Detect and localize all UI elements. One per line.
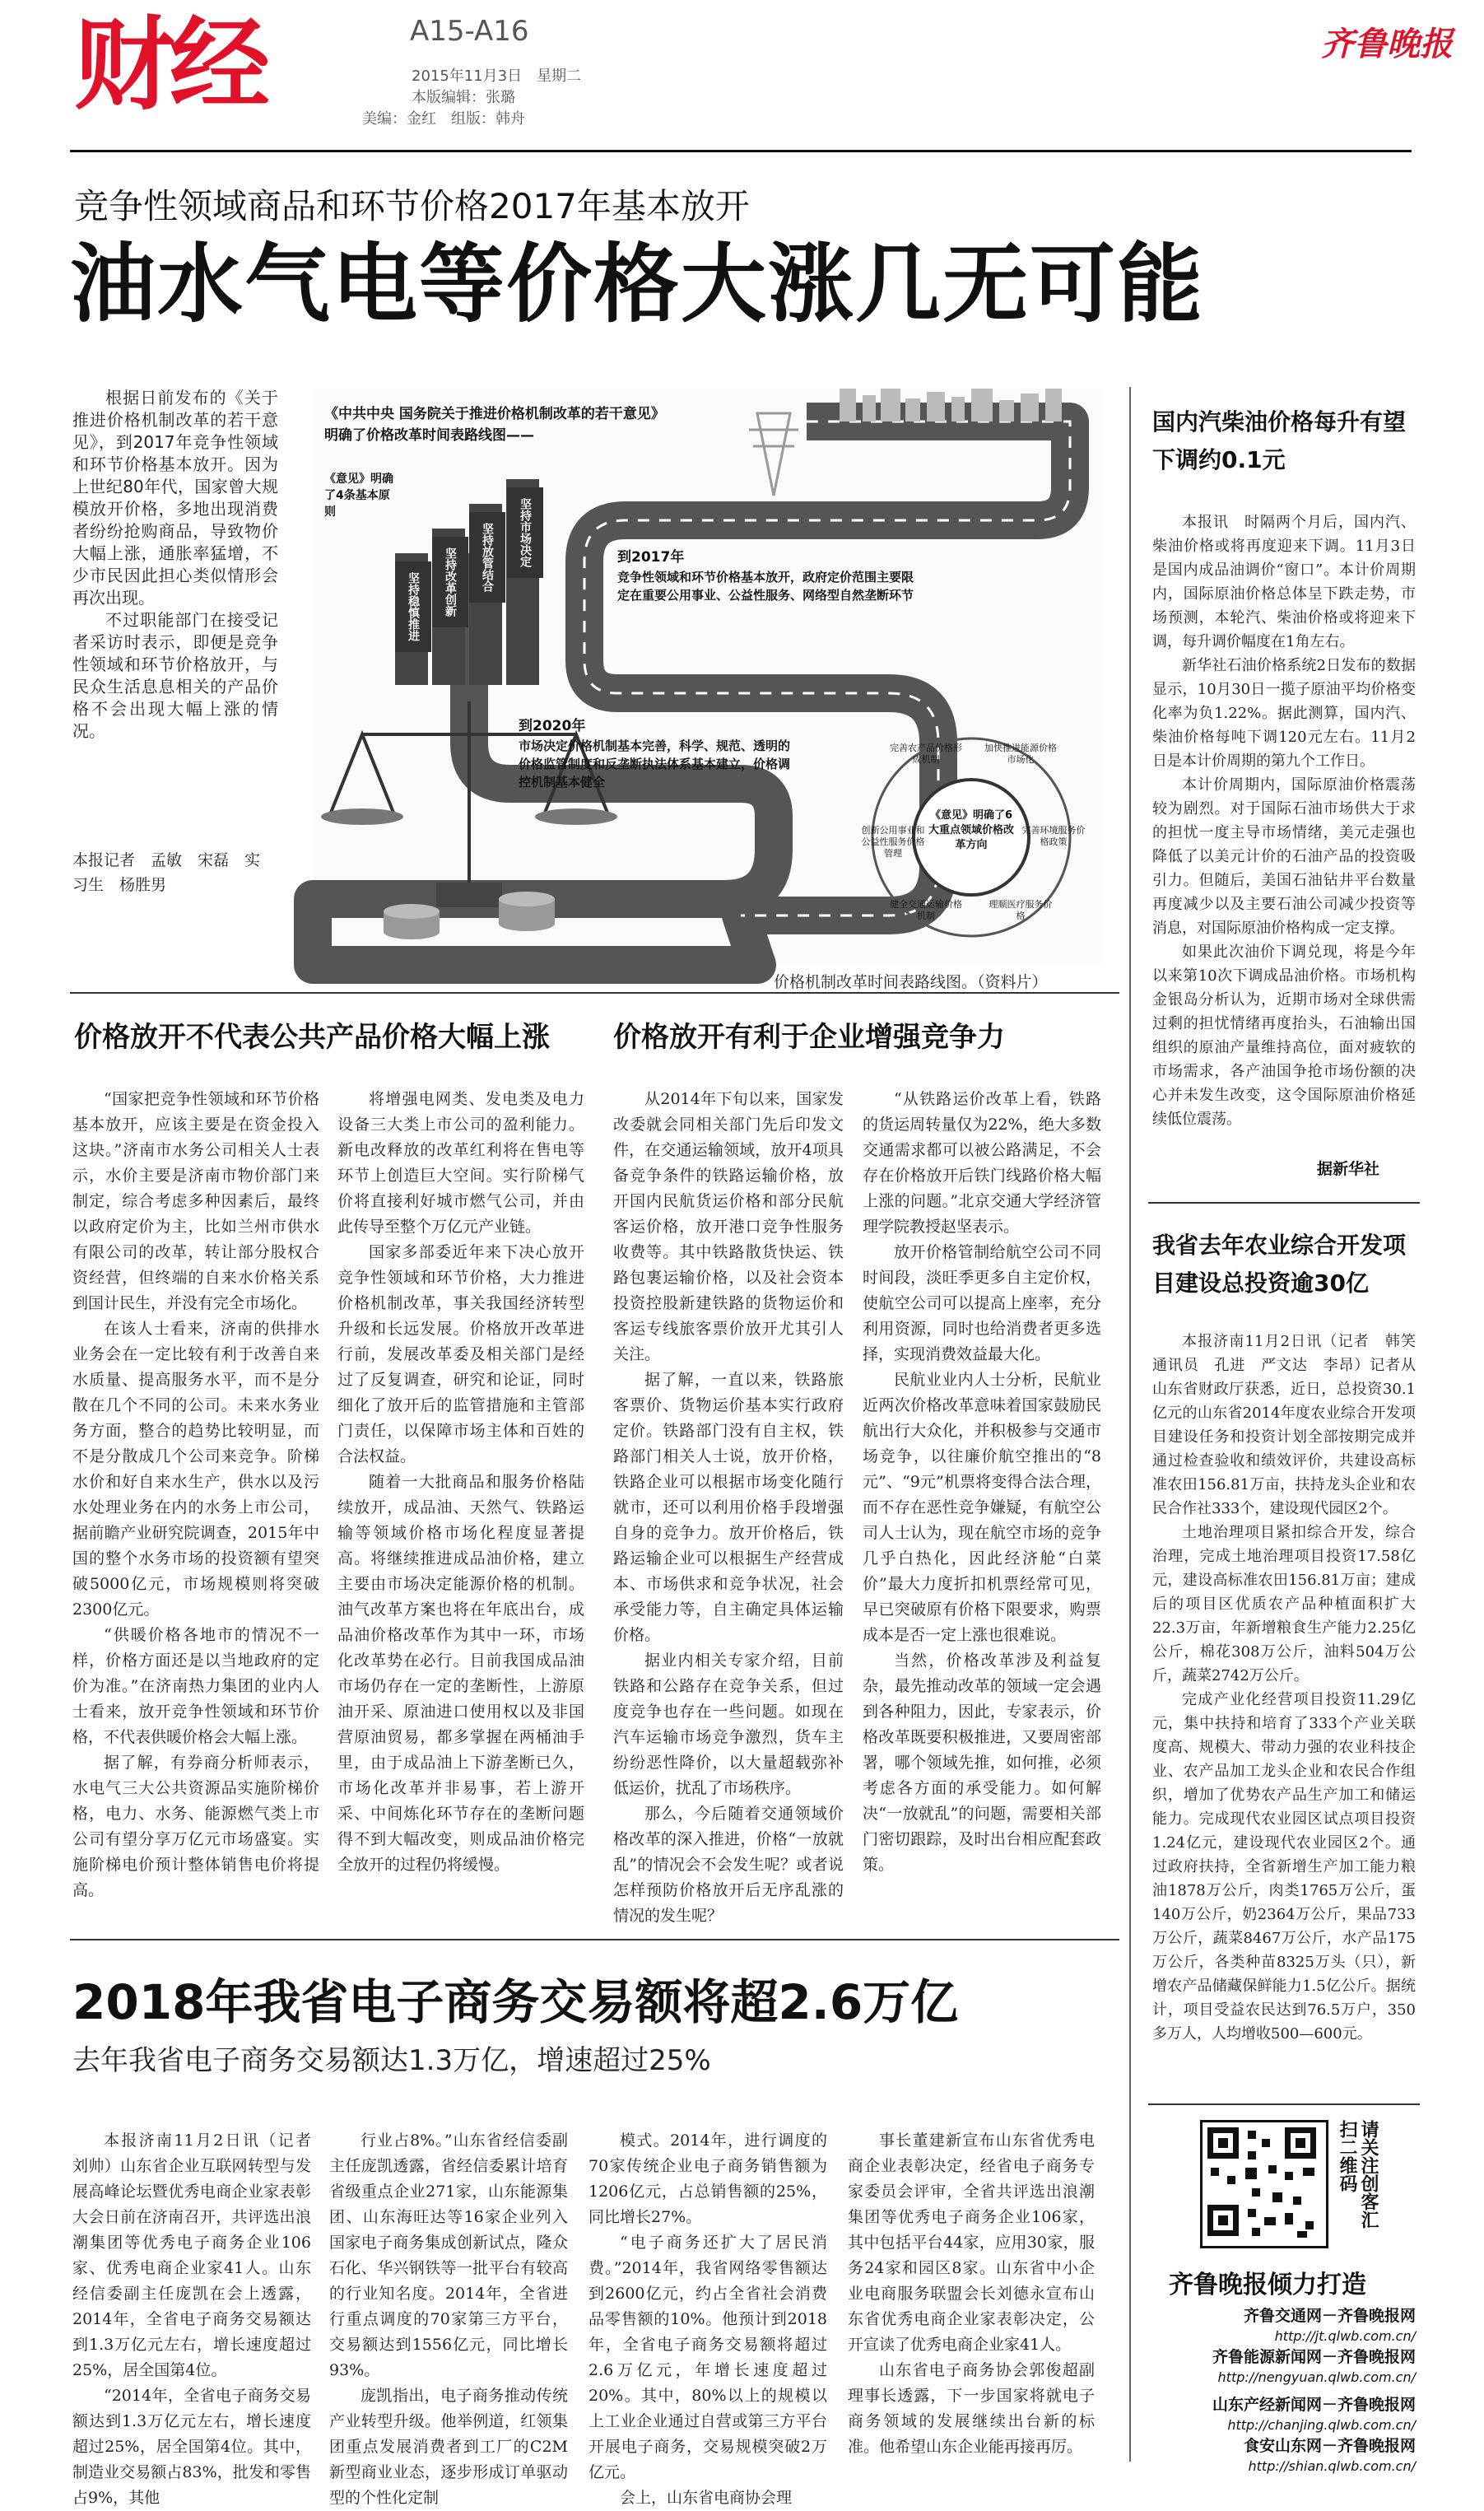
article1-top-rule bbox=[70, 992, 1119, 994]
body-paragraph: 从2014年下旬以来，国家发改委就会同相关部门先后印发文件，在交通运输领域，放开4项具备竞争条件的铁路运输价格，放开国内民航货运价格和部分民航客运价格，放开港口竞争性服务收费等。其中铁路散货快运、铁路包裹运输价格，以及社会资本投资控股新建铁路的货物运价和客运专线旅客票价放开尤其引人关注。 bbox=[613, 1090, 844, 1363]
body-paragraph: 庞凯指出，电子商务推动传统产业转型升级。他举例道，红领集团重点发展消费者到工厂的C2M新型商业业态，逐步形成订单驱动型的个性化定制 bbox=[329, 2387, 568, 2507]
article1-column-2 bbox=[337, 1087, 584, 1910]
road-graphic bbox=[313, 389, 1103, 965]
article2-column-1 bbox=[72, 2128, 328, 2507]
body-paragraph: 本计价周期内，国际原油价格震荡较为剧烈。对于国际石油市场供大于求的担忧一度主导市场情绪，美元走强也降低了以美元计价的石油产品的投资吸引力。但随后，美国石油钻井平台数量再度减少以及主要石油公司减少投资等消息，对国际原油价格构成一定支撑。 bbox=[1152, 776, 1416, 937]
promo-site-url[interactable]: http://nengyuan.qlwb.com.cn/ bbox=[1217, 2369, 1416, 2385]
body-paragraph: 民航业业内人士分析，民航业近两次价格改革意味着国家鼓励民航出行大众化，并积极参与交通市场竞争，以往廉价航空推出的“8元”、“9元”机票将变得合法合理，而不存在恶性竞争嫌疑，有航空公司人士认为，现在航空市场的竞争几乎白热化，因此经济舱“白菜价”最大力度折扣机票经常可见，早已突破原有价格下限要求，购票成本是否一定上涨也很难说。 bbox=[863, 1371, 1101, 1644]
article2-headline: 2018年我省电子商务交易额将超2.6万亿 bbox=[72, 1974, 959, 2030]
promo-site-url[interactable]: http://jt.qlwb.com.cn/ bbox=[1274, 2328, 1416, 2344]
body-paragraph: “2014年，全省电子商务交易额达到1.3万亿元左右，增长速度超过25%，居全国第4位。其中，制造业交易额占83%，批发和零售占9%，其他 bbox=[72, 2387, 311, 2507]
body-paragraph: “电子商务还扩大了居民消费。”2014年，我省网络零售额达到2600亿元，约占全省社会消费品零售额的10%。他预计到2018年，全省电子商务交易额将超过2.6万亿元，年增长速度超过20%。其中，80%以上的规模以上工业企业通过自营或第三方平台开展电子商务，交易规模突破2万亿元。 bbox=[588, 2234, 827, 2481]
paper-logo: 齐鲁晚报 bbox=[1321, 25, 1453, 63]
qr-pattern bbox=[1203, 2122, 1326, 2246]
body-paragraph: 模式。2014年，进行调度的70家传统企业电子商务销售额为1206亿元，占总销售额的25%，同比增长27%。 bbox=[588, 2131, 827, 2226]
milestone-2020-text: 市场决定价格机制基本完善，科学、规范、透明的价格监管制度和反垄断执法体系基本建立，价格调控机制基本健全 bbox=[519, 738, 791, 790]
infographic-title: 《中共中央 国务院关于推进价格机制改革的若干意见》明确了价格改革时间表路线图—— bbox=[324, 406, 665, 444]
page-range: A15-A16 bbox=[410, 15, 529, 48]
lead-intro-paragraph: 根据日前发布的《关于推进价格机制改革的若干意见》，到2017年竞争性领域和环节价格基本放开。因为上世纪80年代，国家曾大规模放开价格，多地出现消费者纷纷抢购商品，导致物价大幅上涨，通胀率猛增，不少市民因此担心类似情形会再次出现。 bbox=[72, 388, 278, 608]
body-paragraph: 完成产业化经营项目投资11.29亿元，集中扶持和培育了333个产业关联度高、规模大、带动力强的农业科技企业、农产品加工龙头企业和农民合作组织，增加了优势农产品生产加工和储运能力。完成现代农业园区试点项目投资1.24亿元，建设现代农业园区2个。通过政府扶持，全省新增生产加工能力粮油1878万公斤，肉类1765万公斤，蛋140万公斤，奶2364万公斤，果品733万公斤，蔬菜8467万公斤，水产品175万公斤，各类种苗8325万头（只），新增农产品储藏保鲜能力1.5亿公斤。据统计，项目受益农民达到76.5万户，350多万人，人均增收500—600元。 bbox=[1152, 1691, 1416, 2043]
article2-column-4 bbox=[848, 2128, 1095, 2490]
masthead-rule bbox=[70, 150, 1412, 152]
article1-column-1 bbox=[72, 1087, 319, 1910]
lead-byline: 本报记者 孟敏 宋磊 实习生 杨胜男 bbox=[72, 851, 261, 894]
sidebar-story1-heading: 国内汽柴油价格每升有望下调约0.1元 bbox=[1152, 408, 1407, 473]
body-paragraph: 本报济南11月2日讯（记者 刘帅）山东省企业互联网转型与发展高峰论坛暨优秀电商企业家表彰大会日前在济南召开，共评选出浪潮集团等优秀电子商务企业106家、优秀电商企业家41人。山东经信委副主任庞凯在会上透露，2014年，全省电子商务交易额达到1.3万亿元左右，增长速度超过25%，居全国第4位。 bbox=[72, 2131, 328, 2379]
sidebar-divider bbox=[1129, 387, 1131, 2462]
body-paragraph: 据了解，有券商分析师表示，水电气三大公共资源品实施阶梯价格，电力、水务、能源燃气类上市公司有望分享万亿元市场盛宴。实施阶梯电价预计整体销售电价将提高。 bbox=[72, 1754, 319, 1899]
promo-rule bbox=[1148, 2103, 1420, 2105]
circle-item: 完善环境服务价格政策 bbox=[1021, 825, 1086, 847]
section-title: 财经 bbox=[74, 5, 265, 123]
sidebar-story2-heading: 我省去年农业综合开发项目建设总投资逾30亿 bbox=[1152, 1232, 1407, 1297]
promo-site-name: 齐鲁能源新闻网－齐鲁晚报网 bbox=[1212, 2348, 1416, 2366]
body-paragraph: 本报讯 时隔两个月后，国内汽、柴油价格或将再度迎来下调。11月3日是国内成品油调价“窗口”。本计价周期内，国际原油价格总体呈下跌走势，市场预测，本轮汽、柴油价格或将迎来下调，每升调价幅度在1角左右。 bbox=[1152, 514, 1416, 650]
sidebar-story1-source: 据新华社 bbox=[1317, 1160, 1380, 1178]
body-paragraph: 随着一大批商品和服务价格陆续放开，成品油、天然气、铁路运输等领域价格市场化程度显著提高。将继续推进成品油价格，建立主要由市场决定能源价格的机制。油气改革方案也将在年底出台，成品油价格改革作为其中一环，市场化改革势在必行。目前我国成品油市场仍存在一定的垄断性，上游原油开采、原油进口使用权以及非国营原油贸易，都多掌握在两桶油手里，由于成品油上下游垄断已久，市场化改革并非易事，若上游开采、中间炼化环节存在的垄断问题得不到大幅改变，则成品油价格完全放开的过程仍将缓慢。 bbox=[337, 1473, 584, 1874]
sidebar-rule bbox=[1148, 1202, 1420, 1204]
body-paragraph: “国家把竞争性领域和环节价格基本放开，应该主要是在资金投入这块。”济南市水务公司相关人士表示，水价主要是济南市物价部门来制定，综合考虑多种因素后，最终以政府定价为主，比如兰州市供水有限公司的改革，转让部分股权合资经营，但终端的自来水价格关系到国计民生，并没有完全市场化。 bbox=[72, 1090, 319, 1312]
qr-label: 请关注创客汇扫二维码 bbox=[1337, 2120, 1379, 2229]
lead-intro-paragraph: 不过职能部门在接受记者采访时表示，即便是竞争性领域和环节价格放开，与民众生活息息相关的产品价格不会出现大幅上涨的情况。 bbox=[72, 610, 278, 741]
body-paragraph: 那么，今后随着交通领域价格改革的深入推进，价格“一放就乱”的情况会不会发生呢？或者说怎样预防价格放开后无序乱涨的情况的发生呢？ bbox=[613, 1805, 844, 1925]
body-paragraph: 放开价格管制给航空公司不同时间段，淡旺季更多自主定价权，使航空公司可以提高上座率，充分利用资源，同时也给消费者更多选择，实现消费效益最大化。 bbox=[863, 1243, 1101, 1363]
article2-top-rule bbox=[70, 1939, 1119, 1940]
body-paragraph: 行业占8%。”山东省经信委副主任庞凯透露，省经信委累计培育省级重点企业271家，山东能源集团、山东海旺达等16家企业列入国家电子商务集成创新试点，隆众石化、华兴钢铁等一批平台有较高的行业知名度。2014年，全省进行重点调度的70家第三方平台，交易额达到1556亿元，同比增长93%。 bbox=[329, 2131, 568, 2379]
body-paragraph: 会上，山东省电商协会理 bbox=[620, 2489, 793, 2507]
promo-site-name: 山东产经新闻网－齐鲁晚报网 bbox=[1212, 2396, 1416, 2414]
body-paragraph: 当然，价格改革涉及利益复杂，最先推动改革的领域一定会遇到各种阻力，因此，专家表示，价格改革既要积极推进，又要周密部署，哪个领域先推，如何推，必须考虑各方面的承受能力。如何解决“一放就乱”的问题，需要相关部门密切跟踪，及时出台相应配套政策。 bbox=[863, 1651, 1101, 1874]
qr-code-icon[interactable] bbox=[1200, 2120, 1328, 2248]
milestone-2017-text: 竞争性领域和环节价格基本放开，政府定价范围主要限定在重要公用事业、公益性服务、网络型自然垄断环节 bbox=[617, 570, 914, 603]
infographic bbox=[313, 389, 1103, 965]
article1-col3-heading: 价格放开有利于企业增强竞争力 bbox=[613, 1021, 1005, 1054]
article2-column-3 bbox=[588, 2128, 827, 2507]
promo-list bbox=[1161, 2305, 1416, 2476]
lead-headline: 油水气电等价格大涨几无可能 bbox=[70, 234, 1205, 334]
article2-column-2 bbox=[329, 2128, 568, 2507]
infographic-caption: 价格机制改革时间表路线图。（资料片） bbox=[774, 973, 1048, 991]
body-paragraph: “从铁路运价改革上看，铁路的货运周转量仅为22%，绝大多数交通需求都可以被公路满足，不会存在价格放开后铁门线路价格大幅上涨的问题。”北京交通大学经济管理学院教授赵坚表示。 bbox=[863, 1090, 1101, 1236]
milestone-2017-year: 到2017年 bbox=[617, 549, 685, 566]
article1-column-3 bbox=[613, 1087, 844, 1925]
promo-site-url[interactable]: http://chanjing.qlwb.com.cn/ bbox=[1227, 2417, 1416, 2433]
circle-item: 健全交通运输价格机制 bbox=[890, 899, 962, 921]
lead-kicker: 竞争性领域商品和环节价格2017年基本放开 bbox=[74, 186, 750, 226]
promo-site-name: 齐鲁交通网－齐鲁晚报网 bbox=[1243, 2307, 1416, 2325]
body-paragraph: 国家多部委近年来下决心放开竞争性领域和环节价格，大力推进价格机制改革，事关我国经济转型升级和长远发展。价格放开改革进行前，发展改革委及相关部门是经过了反复调查，研究和论证，同时细化了放开后的监管措施和主管部门责任，以保障市场主体和百姓的合法权益。 bbox=[337, 1243, 584, 1465]
article1-heading: 价格放开不代表公共产品价格大幅上涨 bbox=[74, 1021, 550, 1054]
lead-intro bbox=[72, 387, 278, 815]
sidebar-story2-body bbox=[1152, 1330, 1431, 2112]
body-paragraph: 土地治理项目紧扣综合开发，综合治理，完成土地治理项目投资17.58亿元，建设高标准农田156.81万亩；建成后的项目区优质农产品种植面积扩大22.3万亩，年新增粮食生产能力2.25亿公斤，棉花308万公斤，油料504万公斤，蔬菜2742万公斤。 bbox=[1152, 1524, 1416, 1684]
body-paragraph: 事长董建新宣布山东省优秀电商企业表彰决定，经省电子商务专家委员会评审，全省共评选出浪潮集团等优秀电子商务企业106家，其中包括平台44家，应用30家，服务24家和园区8家。山东省中小企业电商服务联盟会长刘德永宣布山东省优秀电商企业家表彰决定，公开宣读了优秀电商企业家41人。 bbox=[848, 2131, 1095, 2354]
principle-badge: 坚持市场决定 bbox=[507, 487, 543, 578]
body-paragraph: 本报济南11月2日讯（记者 韩笑 通讯员 孔进 严文达 李昂）记者从山东省财政厅获悉，近日，总投资30.1亿元的山东省2014年度农业综合开发项目建设任务和投资计划全部按期完成并通过检查验收和绩效评价，共建设高标准农田156.81万亩，扶持龙头企业和农民合作社333个，建设现代园区2个。 bbox=[1152, 1333, 1431, 1517]
body-paragraph: 在该人士看来，济南的供排水业务会在一定比较有利于改善自来水质量、提高服务水平，而不是分散在几个不同的公司。未来水务业务方面，整合的趋势比较明显，而不是分散成几个公司来竞争。阶梯水价和好自来水生产，供水以及污水处理业务在内的水务上市公司，据前瞻产业研究院调查，2015年中国的整个水务市场的投资额有望突破5000亿元，市场规模则将突破2300亿元。 bbox=[72, 1320, 319, 1619]
body-paragraph: “供暖价格各地市的情况不一样，价格方面还是以当地政府的定价为准。”在济南热力集团的业内人士看来，放开竞争性领域和环节价格，不代表供暖价格会大幅上涨。 bbox=[72, 1626, 319, 1746]
article2-subheadline: 去年我省电子商务交易额达1.3万亿，增速超过25% bbox=[72, 2044, 711, 2077]
body-paragraph: 新华社石油价格系统2日发布的数据显示，10月30日一揽子原油平均价格变化率为负1.22%。据此测算，国内汽、柴油价格每吨下调120元左右。11月2日是本计价周期的第九个工作日。 bbox=[1152, 657, 1416, 770]
body-paragraph: 据业内相关专家介绍，目前铁路和公路存在竞争关系，但过度竞争也存在一些问题。如现在汽车运输市场竞争激烈，货车主纷纷恶性降价，以大量超载弥补低运价，扰乱了市场秩序。 bbox=[613, 1651, 844, 1797]
editor-line: 本版编辑：张璐 bbox=[412, 89, 515, 106]
milestone-2020-year: 到2020年 bbox=[519, 718, 586, 734]
masthead bbox=[0, 0, 1484, 165]
promo-site-url[interactable]: http://shian.qlwb.com.cn/ bbox=[1248, 2458, 1416, 2474]
principle-badge: 坚持放管结合 bbox=[469, 512, 505, 603]
principle-badge: 坚持稳慎推进 bbox=[395, 561, 431, 652]
promo-site-name: 食安山东网－齐鲁晚报网 bbox=[1243, 2437, 1416, 2455]
date-line: 2015年11月3日 星期二 bbox=[412, 68, 582, 85]
circle-item: 创新公用事业和公益性服务价格管理 bbox=[861, 825, 925, 859]
body-paragraph: 如果此次油价下调兑现，将是今年以来第10次下调成品油价格。市场机构金银岛分析认为，近期市场对全球供需过剩的担忧情绪再度抬头，石油输出国组织的原油产量维持高位，面对疲软的市场需求，各产油国争抢市场份额的决心并未发生改变，这令国际原油价格延续低位震荡。 bbox=[1152, 943, 1416, 1128]
design-line: 美编：金红 组版：韩舟 bbox=[362, 110, 525, 128]
body-paragraph: 将增强电网类、发电类及电力设备三大类上市公司的盈利能力。新电改释放的改革红利将在售电等环节上创造巨大空间。实行阶梯气价将直接利好城市燃气公司，并由此传导至整个万亿元产业链。 bbox=[337, 1090, 584, 1236]
article1-column-4 bbox=[863, 1087, 1101, 1910]
body-paragraph: 山东省电子商务协会郭俊超副理事长透露，下一步国家将就电子商务领域的发展继续出台新的标准。他希望山东企业能再接再厉。 bbox=[848, 2361, 1095, 2456]
principle-badge: 坚持改革创新 bbox=[432, 537, 468, 627]
sidebar-story1-body bbox=[1152, 510, 1416, 1169]
circle-item: 完善农产品价格形成机制 bbox=[890, 743, 962, 765]
circle-item: 理顺医疗服务价格 bbox=[989, 899, 1053, 921]
body-paragraph: 据了解，一直以来，铁路旅客票价、货物运价基本实行政府定价。铁路部门没有自主权，铁路部门相关人士说，放开价格，铁路企业可以根据市场变化随行就市，还可以利用价格手段增强自身的竞争力。放开价格后，铁路运输企业可以根据生产经营成本、市场供求和竞争状况，社会承受能力等，自主确定具体运输价格。 bbox=[613, 1371, 844, 1644]
circle-center-label: 《意见》明确了6大重点领域价格改革方向 bbox=[928, 809, 1014, 851]
principle-top: 《意见》明确了4条基本原则 bbox=[324, 473, 393, 519]
promo-title: 齐鲁晚报倾力打造 bbox=[1169, 2271, 1366, 2299]
circle-item: 加快推进能源价格市场化 bbox=[984, 743, 1057, 765]
